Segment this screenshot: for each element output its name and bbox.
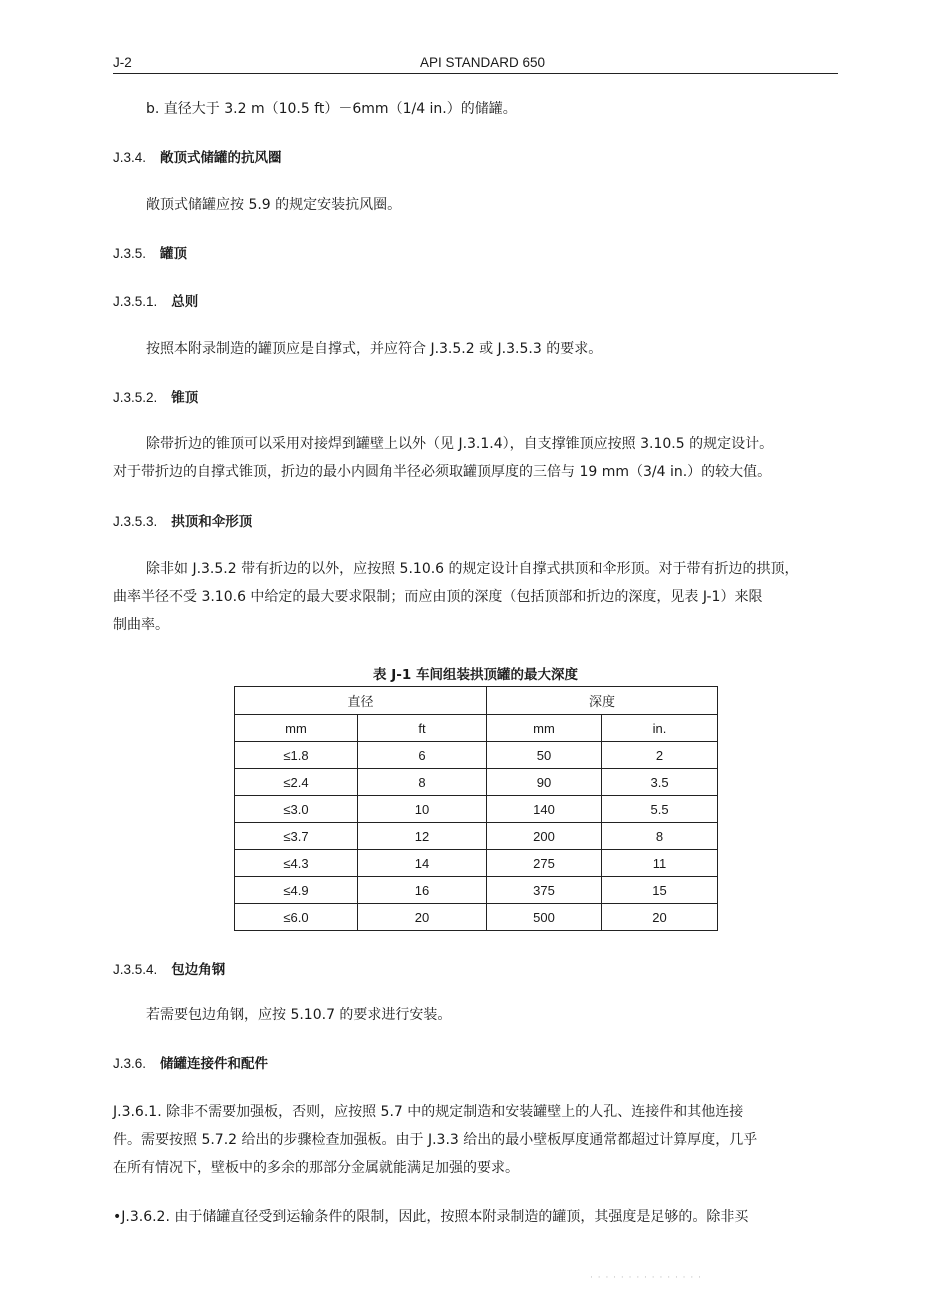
paragraph-j334: 敞顶式储罐应按 5.9 的规定安装抗风圈。	[146, 197, 402, 213]
table-cell: 2	[602, 742, 718, 769]
table-row	[235, 877, 718, 904]
table-cell: 11	[602, 850, 718, 877]
section-title: 总则	[171, 294, 199, 310]
table-cell: 16	[358, 877, 487, 904]
section-heading-j3352	[113, 386, 198, 406]
table-row	[235, 769, 718, 796]
section-heading-j3353	[113, 510, 252, 530]
table-cell: ≤6.0	[235, 904, 358, 931]
unit-cell: ft	[358, 715, 487, 742]
section-number: J.3.5.1.	[113, 294, 158, 309]
table-cell: 14	[358, 850, 487, 877]
paragraph-j3353-line3: 制曲率。	[113, 617, 169, 633]
section-number: J.3.4.	[113, 150, 147, 165]
paragraph-j3362: •J.3.6.2. 由于储罐直径受到运输条件的限制，因此，按照本附录制造的罐顶，其强度是足够的。除非买	[113, 1209, 749, 1225]
table-units-row	[235, 715, 718, 742]
table-cell: 8	[602, 823, 718, 850]
section-title: 拱顶和伞形顶	[171, 514, 253, 530]
table-cell: 90	[487, 769, 602, 796]
table-row	[235, 742, 718, 769]
list-item-b: b. 直径大于 3.2 m（10.5 ft）－6mm（1/4 in.）的储罐。	[146, 101, 517, 117]
section-title: 锥顶	[171, 390, 199, 406]
table-cell: 12	[358, 823, 487, 850]
paragraph-j3354: 若需要包边角钢，应按 5.10.7 的要求进行安装。	[146, 1007, 452, 1023]
table-caption: 表 J-1 车间组装拱顶罐的最大深度	[373, 667, 578, 683]
section-number: J.3.5.2.	[113, 390, 158, 405]
table-cell: 15	[602, 877, 718, 904]
table-cell: 50	[487, 742, 602, 769]
section-heading-j3354	[113, 958, 225, 978]
section-heading-j334	[113, 146, 282, 166]
header-depth: 深度	[487, 687, 718, 715]
section-heading-j3351	[113, 290, 198, 310]
paragraph-j3361-line3: 在所有情况下，壁板中的多余的那部分金属就能满足加强的要求。	[113, 1160, 519, 1176]
table-cell: 8	[358, 769, 487, 796]
table-cell: 375	[487, 877, 602, 904]
table-group-header-row	[235, 687, 718, 715]
paragraph-j3353-line1: 除非如 J.3.5.2 带有折边的以外，应按照 5.10.6 的规定设计自撑式拱顶和伞形顶。对于带有折边的拱顶，	[146, 561, 799, 577]
unit-cell: mm	[487, 715, 602, 742]
section-title: 包边角钢	[171, 962, 226, 978]
section-number: J.3.6.	[113, 1056, 147, 1071]
table-cell: ≤2.4	[235, 769, 358, 796]
table-cell: 500	[487, 904, 602, 931]
section-title: 敞顶式储罐的抗风圈	[160, 150, 282, 166]
header-diameter: 直径	[235, 687, 487, 715]
table-row	[235, 850, 718, 877]
paragraph-j3353-line2: 曲率半径不受 3.10.6 中给定的最大要求限制；而应由顶的深度（包括顶部和折边的深度，见表 J-1）来限	[113, 589, 763, 605]
table-cell: 5.5	[602, 796, 718, 823]
table-cell: 3.5	[602, 769, 718, 796]
table-cell: ≤4.3	[235, 850, 358, 877]
paragraph-j3352-line1: 除带折边的锥顶可以采用对接焊到罐壁上以外（见 J.3.1.4），自支撑锥顶应按照 3.10.5 的规定设计。	[146, 436, 774, 452]
running-title: API STANDARD 650	[420, 55, 546, 70]
table-cell: 140	[487, 796, 602, 823]
table-cell: ≤1.8	[235, 742, 358, 769]
table-row	[235, 904, 718, 931]
depth-table	[234, 686, 718, 931]
section-number: J.3.5.4.	[113, 962, 158, 977]
table-row	[235, 823, 718, 850]
paragraph-j3352-line2: 对于带折边的自撑式锥顶，折边的最小内圆角半径必须取罐顶厚度的三倍与 19 mm（3/4 in.）的较大值。	[113, 464, 772, 480]
section-heading-j335	[113, 242, 187, 262]
table-cell: 275	[487, 850, 602, 877]
paragraph-j3351: 按照本附录制造的罐顶应是自撑式，并应符合 J.3.5.2 或 J.3.5.3 的要求。	[146, 341, 603, 357]
section-heading-j336	[113, 1052, 268, 1072]
table-row	[235, 796, 718, 823]
section-number: J.3.5.	[113, 246, 147, 261]
section-title: 储罐连接件和配件	[160, 1056, 269, 1072]
header-rule	[113, 73, 838, 74]
paragraph-j3361-line2: 件。需要按照 5.7.2 给出的步骤检查加强板。由于 J.3.3 给出的最小壁板厚度通常都超过计算厚度，几乎	[113, 1132, 758, 1148]
table-cell: 6	[358, 742, 487, 769]
table-cell: ≤3.0	[235, 796, 358, 823]
unit-cell: mm	[235, 715, 358, 742]
table-cell: 20	[358, 904, 487, 931]
page-number: J-2	[113, 55, 132, 70]
unit-cell: in.	[602, 715, 718, 742]
scan-watermark: · · · · · · · · · · · · · · ·	[590, 1273, 702, 1283]
section-title: 罐顶	[160, 246, 188, 262]
table-cell: 10	[358, 796, 487, 823]
table-cell: ≤3.7	[235, 823, 358, 850]
table-cell: ≤4.9	[235, 877, 358, 904]
table-cell: 20	[602, 904, 718, 931]
section-number: J.3.5.3.	[113, 514, 158, 529]
paragraph-j3361-line1: J.3.6.1. 除非不需要加强板，否则，应按照 5.7 中的规定制造和安装罐壁上的人孔、连接件和其他连接	[113, 1104, 744, 1120]
table-cell: 200	[487, 823, 602, 850]
